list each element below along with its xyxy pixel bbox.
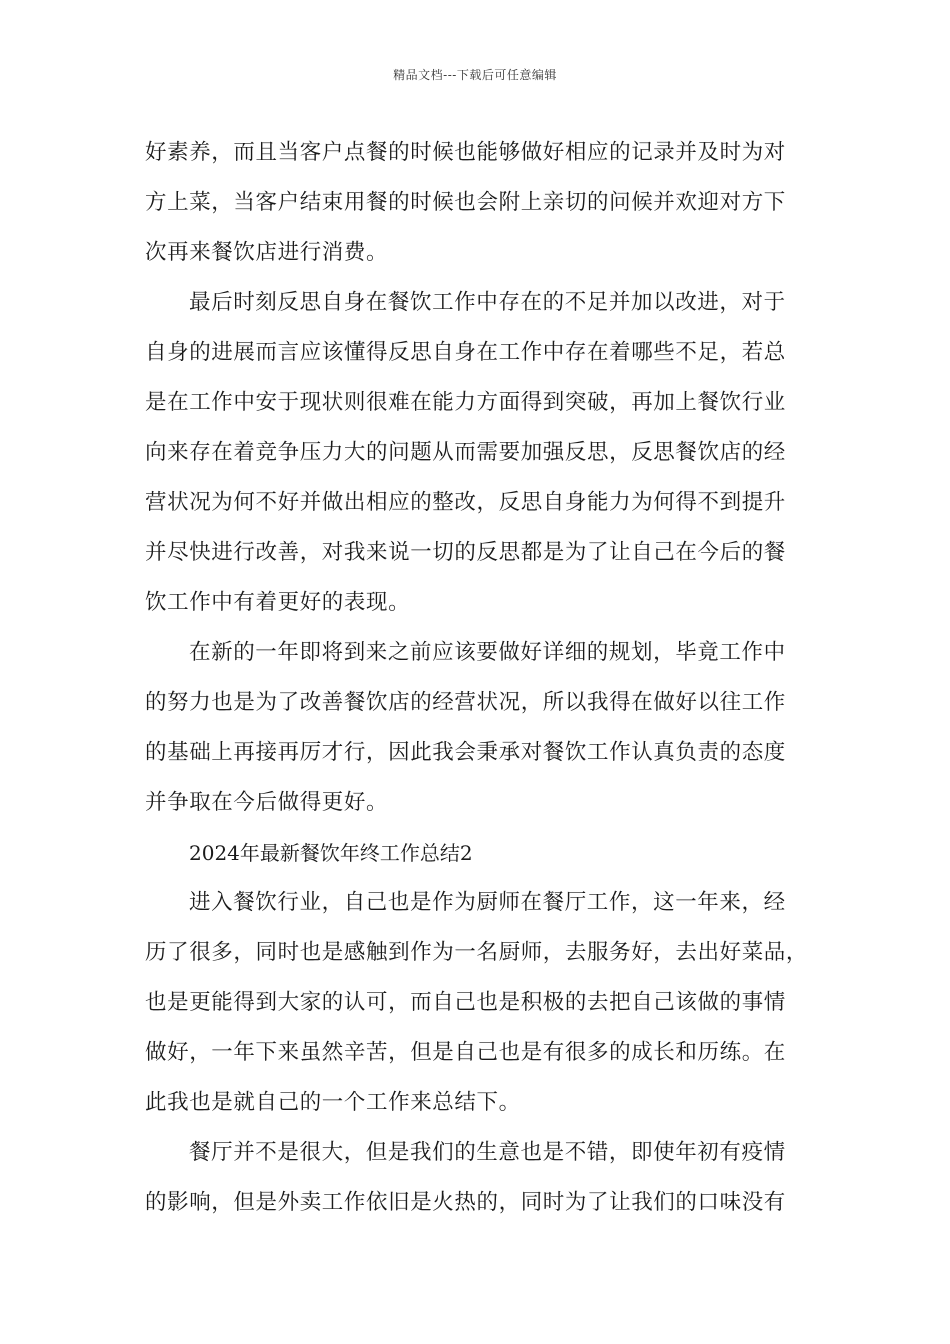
text-line: 也是更能得到大家的认可，而自己也是积极的去把自己该做的事情 bbox=[145, 990, 786, 1015]
text-line: 并尽快进行改善，对我来说一切的反思都是为了让自己在今后的餐 bbox=[145, 540, 786, 565]
text-line: 饮工作中有着更好的表现。 bbox=[145, 590, 411, 615]
text-line: 是在工作中安于现状则很难在能力方面得到突破，再加上餐饮行业 bbox=[145, 390, 786, 415]
paragraph-start-line: 最后时刻反思自身在餐饮工作中存在的不足并加以改进，对于 bbox=[189, 290, 786, 315]
text-line: 好素养，而且当客户点餐的时候也能够做好相应的记录并及时为对 bbox=[145, 140, 786, 165]
text-line: 方上菜，当客户结束用餐的时候也会附上亲切的问候并欢迎对方下 bbox=[145, 190, 786, 215]
text-line: 历了很多，同时也是感触到作为一名厨师，去服务好，去出好菜品， bbox=[145, 940, 809, 965]
paragraph-start-line: 在新的一年即将到来之前应该要做好详细的规划，毕竟工作中 bbox=[189, 640, 786, 665]
text-line: 的影响，但是外卖工作依旧是火热的，同时为了让我们的口味没有 bbox=[145, 1190, 786, 1215]
page-header: 精品文档---下载后可任意编辑 bbox=[393, 68, 557, 82]
text-line: 自身的进展而言应该懂得反思自身在工作中存在着哪些不足，若总 bbox=[145, 340, 786, 365]
text-line: 并争取在今后做得更好。 bbox=[145, 790, 389, 815]
text-line: 向来存在着竞争压力大的问题从而需要加强反思，反思餐饮店的经 bbox=[145, 440, 786, 465]
text-line: 营状况为何不好并做出相应的整改，反思自身能力为何得不到提升 bbox=[145, 490, 786, 515]
document-body bbox=[145, 128, 813, 1228]
text-line: 此我也是就自己的一个工作来总结下。 bbox=[145, 1090, 521, 1115]
text-line: 次再来餐饮店进行消费。 bbox=[145, 240, 389, 265]
text-line: 的努力也是为了改善餐饮店的经营状况，所以我得在做好以往工作 bbox=[145, 690, 786, 715]
paragraph-start-line: 餐厅并不是很大，但是我们的生意也是不错，即使年初有疫情 bbox=[189, 1140, 786, 1165]
paragraph-start-line: 进入餐饮行业，自己也是作为厨师在餐厅工作，这一年来，经 bbox=[189, 890, 786, 915]
section-heading: 2024年最新餐饮年终工作总结2 bbox=[189, 841, 473, 865]
text-line: 的基础上再接再厉才行，因此我会秉承对餐饮工作认真负责的态度 bbox=[145, 740, 786, 765]
text-line: 做好，一年下来虽然辛苦，但是自己也是有很多的成长和历练。在 bbox=[145, 1040, 786, 1065]
